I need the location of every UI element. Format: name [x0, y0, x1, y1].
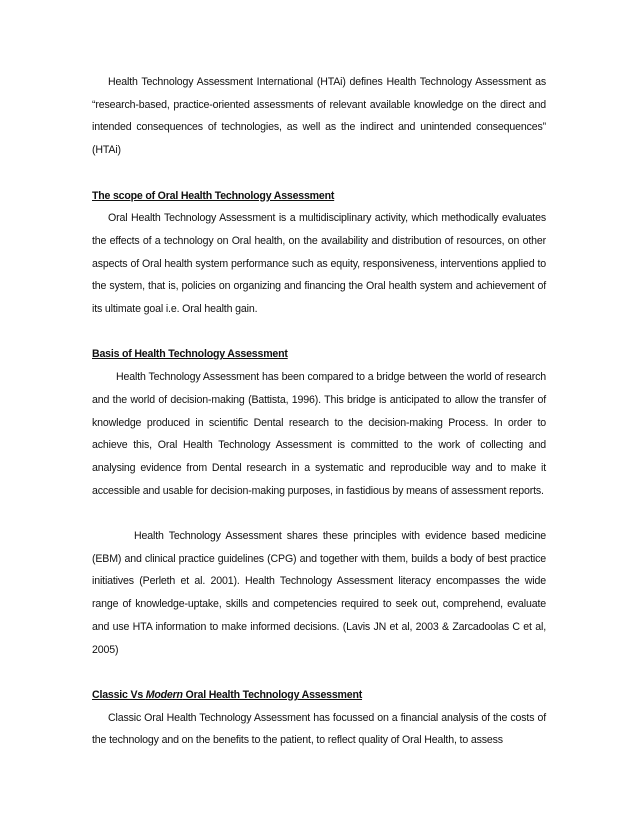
paragraph-gap — [92, 321, 546, 344]
basis-paragraph-2: Health Technology Assessment shares these principles with evidence based medicine (EBM) and clinical practice guidelines (CPG) and together with them, builds a body of best practice initiatives (Perleth et al. 2001). Health Technology Assessment literacy encompasses the wide range of knowledge-uptake, skills and competencies required to seek out, comprehend, evaluate and use HTA information to make informed decisions. (Lavis JN et al, 2003 & Zarcadoolas C et al, 2005) — [92, 530, 546, 656]
scope-paragraph: Oral Health Technology Assessment is a multidisciplinary activity, which methodically evaluates the effects of a technology on Oral health, on the availability and distribution of resources, on other aspects of Oral health system performance such as equity, responsiveness, interventions applied to the system, that is, policies on organizing and financing the Oral health system and achievement of its ultimate goal i.e. Oral health gain. — [92, 212, 546, 316]
heading-suffix: Oral Health Technology Assessment — [182, 688, 363, 701]
section-heading-scope: The scope of Oral Health Technology Assessment — [92, 189, 335, 202]
heading-emphasis: Modern — [145, 688, 183, 701]
basis-paragraph-1: Health Technology Assessment has been compared to a bridge between the world of research and the world of decision-making (Battista, 1996). This bridge is anticipated to allow the transfer of knowledge produced in scientific Dental research to the decision-making Process. In order to achieve this, Oral Health Technology Assessment is committed to the work of collecting and analysing evidence from Dental research in a systematic and reproducible way and to make it accessible and usable for decision-making purposes, in fastidious by means of assessment reports. — [92, 371, 546, 497]
paragraph-gap — [92, 502, 546, 525]
paragraph-gap — [92, 162, 546, 185]
section-heading-classic-vs-modern — [92, 684, 546, 707]
section-heading-basis: Basis of Health Technology Assessment — [92, 348, 288, 361]
heading-prefix: Classic Vs — [92, 688, 146, 701]
intro-paragraph: Health Technology Assessment International (HTAi) defines Health Technology Assessment as “research-based, practice-oriented assessments of relevant available knowledge on the direct and intended consequences of technologies, as well as the indirect and unintended consequences” (HTAi) — [92, 76, 546, 157]
document-page — [92, 71, 546, 752]
classic-paragraph: Classic Oral Health Technology Assessment has focussed on a financial analysis of the costs of the technology and on the benefits to the patient, to reflect quality of Oral Health, to assess — [92, 711, 546, 747]
paragraph-gap — [92, 661, 546, 684]
